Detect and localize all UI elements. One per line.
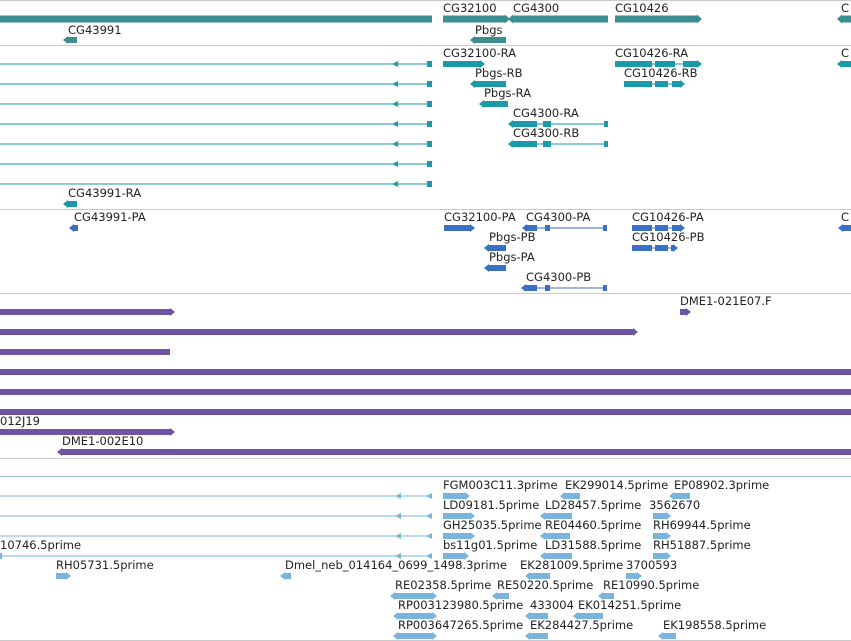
est-ek284427-5prime[interactable] — [525, 618, 633, 640]
strand-arrow-minus — [57, 448, 62, 456]
transcript-cg4300-rb[interactable] — [508, 126, 608, 148]
est-rp003123980-5prime[interactable] — [393, 598, 523, 620]
est-label: RP003647265.5prime — [398, 618, 524, 632]
transcript-cg32100-ra[interactable] — [443, 46, 516, 68]
protein-exon — [545, 285, 550, 291]
transcript-label: Pbgs-RA — [484, 86, 532, 100]
protein-label: CG43991-PA — [74, 210, 146, 224]
gene-c[interactable] — [837, 1, 851, 24]
transcript-cg10426-rb[interactable] — [624, 66, 698, 88]
strand-arrow-minus — [484, 264, 489, 272]
est-exon — [0, 553, 2, 559]
gene-pbgs[interactable] — [470, 23, 506, 44]
gene-exon — [68, 37, 77, 43]
transcript-label: CG32100-RA — [443, 46, 517, 60]
transcript-cg4300-ra[interactable] — [508, 106, 608, 128]
transcript-label: CG4300-RA — [513, 106, 579, 120]
est-rp003647265-5prime[interactable] — [393, 618, 523, 640]
protein-cg10426-pb[interactable] — [632, 230, 705, 252]
strand-arrow-minus — [508, 140, 513, 148]
strand-arrow-minus — [658, 632, 663, 640]
est-label: RE10990.5prime — [603, 578, 700, 592]
transcript-label: CG10426-RA — [615, 46, 689, 60]
clone-feature-6[interactable] — [0, 409, 851, 415]
est-label: RE04460.5prime — [545, 518, 642, 532]
est-label: EP08902.3prime — [674, 478, 770, 492]
est-label: LD28457.5prime — [545, 498, 642, 512]
est-label: 433004 — [530, 598, 574, 612]
transcript-exon — [655, 81, 668, 87]
est-re02358-5prime[interactable] — [390, 578, 491, 600]
strand-arrow-minus — [525, 632, 530, 640]
protein-track — [69, 210, 851, 292]
protein-exon — [444, 225, 470, 231]
strand-arrow-plus — [170, 308, 175, 316]
transcript-label: Pbgs-RB — [475, 66, 523, 80]
clone-012j19[interactable] — [0, 414, 175, 436]
clone-feature-3[interactable] — [0, 348, 170, 356]
gene-cg43991[interactable] — [63, 23, 122, 44]
protein-exon — [603, 225, 607, 231]
clone-exon — [62, 449, 851, 455]
transcript-exon — [624, 81, 652, 87]
gene-exon — [842, 16, 851, 23]
est-label: LD31588.5prime — [545, 538, 642, 552]
gene-cg4300[interactable] — [508, 1, 608, 24]
clone-feature-4[interactable] — [0, 369, 851, 375]
strand-arrow-plus — [432, 632, 437, 640]
est-label: LD09181.5prime — [443, 498, 540, 512]
gene-label: CG10426 — [615, 1, 669, 15]
est-label: EK198558.5prime — [663, 618, 767, 632]
protein-exon — [526, 285, 537, 291]
strand-arrow-minus — [470, 80, 475, 88]
est-433004[interactable] — [525, 598, 574, 620]
protein-label: CG4300-PA — [526, 210, 591, 224]
est-exon — [530, 633, 548, 639]
transcript-pbgs-rb[interactable] — [470, 66, 523, 88]
gene-label: CG4300 — [513, 1, 560, 15]
gene-exon — [513, 16, 608, 23]
strand-arrow-minus — [838, 224, 843, 232]
protein-label: Pbgs-PA — [489, 250, 535, 264]
protein-label: CG4300-PB — [526, 270, 592, 284]
est-3562670[interactable] — [649, 498, 700, 520]
gene-cg10426[interactable] — [615, 1, 702, 24]
strand-arrow-minus — [280, 572, 285, 580]
strand-arrow-minus — [393, 632, 398, 640]
clone-dme1-002e10[interactable] — [57, 434, 851, 456]
protein-cg4300-pb[interactable] — [521, 270, 607, 292]
est-label: RH69944.5prime — [653, 518, 751, 532]
est-ld09181-5prime[interactable] — [443, 498, 539, 520]
est-re50220-5prime[interactable] — [492, 578, 593, 600]
clone-exon — [0, 409, 851, 415]
est-label: RE50220.5prime — [497, 578, 594, 592]
gene-label: Pbgs — [475, 23, 503, 37]
transcript-exon — [672, 81, 680, 87]
est-label: 10746.5prime — [0, 538, 82, 552]
est-ld31588-5prime[interactable] — [540, 538, 641, 560]
strand-arrow-minus — [508, 15, 513, 24]
protein-cg10426-pa[interactable] — [632, 210, 704, 232]
est-label: RE02358.5prime — [395, 578, 492, 592]
protein-cg4300-pa[interactable] — [522, 210, 607, 232]
est-re10990-5prime[interactable] — [598, 578, 699, 600]
est-exon — [398, 633, 432, 639]
cg43991-long-isoforms — [0, 61, 432, 187]
clone-dme1-021e07-f[interactable] — [680, 294, 772, 316]
strand-arrow-minus — [63, 200, 68, 208]
protein-label: CG10426-PB — [632, 230, 705, 244]
protein-pbgs-pb[interactable] — [484, 230, 536, 252]
strand-arrow-plus — [633, 328, 638, 336]
est-label: EK281009.5prime — [520, 558, 624, 572]
est-3700593[interactable] — [626, 558, 677, 580]
est-ek281009-5prime[interactable] — [520, 558, 623, 580]
transcript-exon — [513, 141, 537, 147]
gene-label: CG32100 — [443, 1, 497, 15]
est-bs11g01-5prime[interactable] — [443, 538, 537, 560]
strand-arrow-minus — [63, 36, 68, 44]
clone-exon — [0, 349, 170, 355]
strand-arrow-plus — [470, 224, 475, 232]
clone-label: DME1-002E10 — [62, 434, 144, 448]
transcript-exon — [604, 141, 608, 147]
est-rh69944-5prime[interactable] — [653, 518, 751, 540]
clone-feature-5[interactable] — [0, 389, 851, 395]
strand-arrow-minus — [390, 592, 395, 600]
gene-label: CG43991 — [68, 23, 122, 37]
transcript-cg10426-ra[interactable] — [615, 46, 702, 68]
protein-label: CG10426-PA — [632, 210, 704, 224]
gene-track — [0, 1, 851, 44]
est-re04460-5prime[interactable] — [540, 518, 641, 540]
protein-exon — [655, 245, 668, 251]
strand-arrow-plus — [680, 80, 685, 88]
est-label: Dmel_neb_014164_0699_1498.3prime — [285, 558, 507, 572]
protein-label: C — [841, 210, 850, 224]
clone-exon — [0, 389, 851, 395]
est-ek299014-5prime[interactable] — [560, 478, 668, 500]
protein-exon — [74, 225, 78, 231]
protein-cg43991-pa[interactable] — [69, 210, 146, 232]
strand-arrow-plus — [697, 15, 702, 24]
est-ep08902-3prime[interactable] — [669, 478, 769, 500]
est-label: 3700593 — [626, 558, 678, 572]
clone-exon — [0, 369, 851, 375]
strand-arrow-minus — [521, 284, 526, 292]
gene-exon — [615, 16, 697, 23]
strand-arrow-minus — [470, 36, 475, 44]
est-dmel-neb-014164-0699-1498-3prime[interactable] — [280, 558, 507, 580]
gene-exon — [443, 16, 505, 23]
strand-arrow-plus — [697, 60, 702, 68]
protein-cg32100-pa[interactable] — [444, 210, 516, 232]
gene-feature-0[interactable] — [0, 16, 432, 23]
est-label: RH51887.5prime — [653, 538, 751, 552]
est-rh51887-5prime[interactable] — [653, 538, 751, 560]
strand-arrow-plus — [66, 572, 71, 580]
transcript-label: C — [841, 46, 850, 60]
strand-arrow-minus — [837, 15, 842, 24]
transcript-exon — [604, 121, 608, 127]
est-label: bs11g01.5prime — [443, 538, 538, 552]
transcript-exon — [543, 141, 551, 147]
clone-exon — [0, 329, 633, 335]
protein-pbgs-pa[interactable] — [484, 250, 535, 272]
transcript-pbgs-ra[interactable] — [479, 86, 531, 108]
est-ek198558-5prime[interactable] — [658, 618, 766, 640]
protein-exon — [843, 225, 851, 231]
clone-feature-1[interactable] — [0, 308, 175, 316]
est-label: RP003123980.5prime — [398, 598, 524, 612]
transcript-exon — [484, 101, 508, 107]
protein-label: Pbgs-PB — [489, 230, 536, 244]
transcript-label: CG4300-RB — [513, 126, 580, 140]
protein-exon — [603, 285, 607, 291]
est-ek014251-5prime[interactable] — [573, 598, 681, 620]
est-exon — [56, 573, 66, 579]
est-label: 3562670 — [649, 498, 701, 512]
gene-label: C — [841, 1, 850, 15]
est-label: RH05731.5prime — [56, 558, 154, 572]
protein-label: CG32100-PA — [444, 210, 516, 224]
strand-arrow-plus — [170, 428, 175, 436]
est-exon — [663, 633, 676, 639]
clone-exon — [0, 309, 170, 315]
transcript-label: CG43991-RA — [68, 186, 142, 200]
est-rh05731-5prime[interactable] — [56, 558, 154, 580]
protein-exon — [671, 245, 673, 251]
clone-feature-2[interactable] — [0, 328, 638, 336]
transcript-c[interactable] — [837, 46, 851, 68]
transcript-exon — [842, 61, 851, 67]
est-label: GH25035.5prime — [443, 518, 542, 532]
gene-exon — [475, 37, 506, 43]
transcript-cg43991-ra[interactable] — [63, 186, 141, 208]
est-label: EK299014.5prime — [565, 478, 669, 492]
transcript-exon — [68, 201, 77, 207]
est-label: FGM003C11.3prime — [443, 478, 558, 492]
est-exon — [285, 573, 291, 579]
protein-exon — [545, 225, 550, 231]
est-fgm003c11-3prime[interactable] — [443, 478, 558, 500]
strand-arrow-minus — [837, 60, 842, 68]
strand-arrow-plus — [686, 308, 691, 316]
clone-exon — [680, 309, 686, 315]
est-label: EK014251.5prime — [578, 598, 682, 612]
protein-exon — [489, 265, 506, 271]
clone-label: 012J19 — [0, 414, 40, 428]
gene-cg32100[interactable] — [443, 1, 510, 24]
gene-exon — [0, 16, 432, 23]
est-gh25035-5prime[interactable] — [443, 518, 542, 540]
strand-arrow-plus — [673, 244, 678, 252]
strand-arrow-minus — [69, 224, 74, 232]
est-ld28457-5prime[interactable] — [540, 498, 641, 520]
transcript-label: CG10426-RB — [624, 66, 698, 80]
strand-arrow-minus — [479, 100, 484, 108]
clone-label: DME1-021E07.F — [680, 294, 772, 308]
protein-exon — [632, 245, 652, 251]
est-label: EK284427.5prime — [530, 618, 634, 632]
est-track — [0, 478, 769, 640]
clone-track — [0, 294, 851, 456]
protein-c[interactable] — [838, 210, 851, 232]
